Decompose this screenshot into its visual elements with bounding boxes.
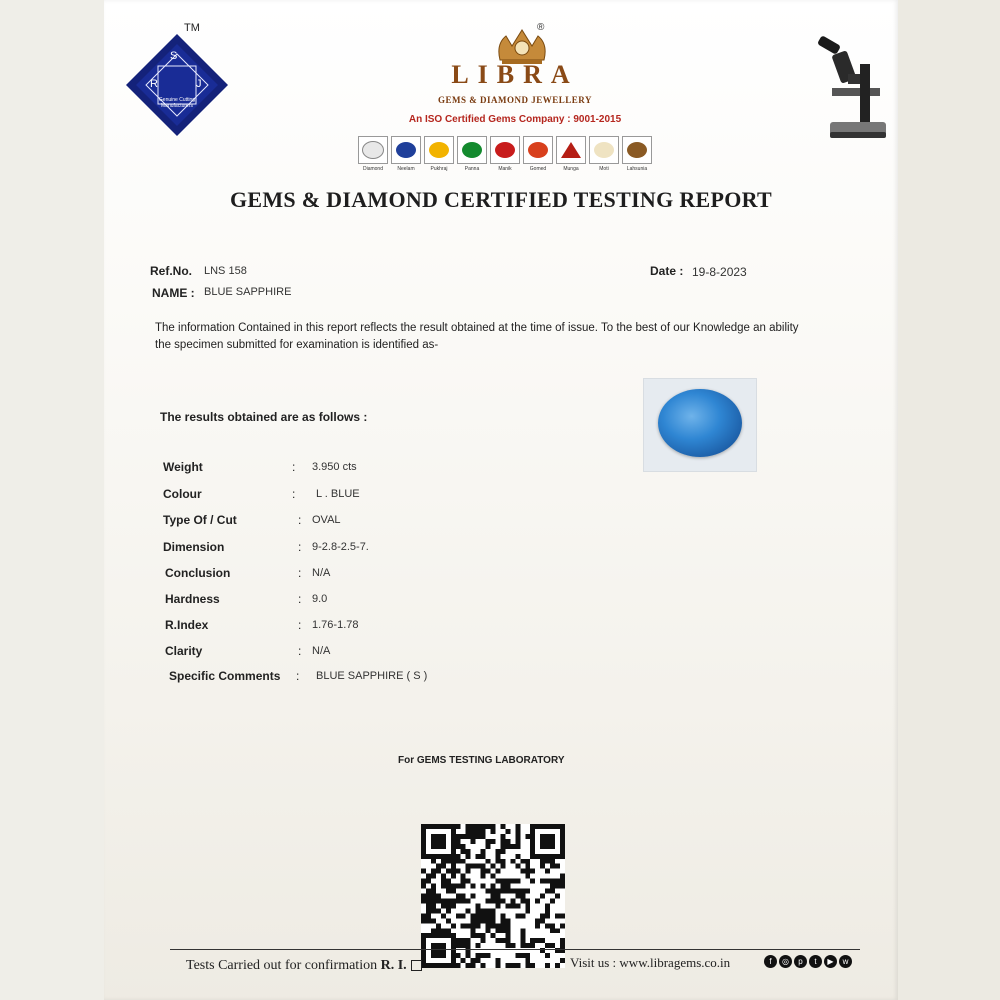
disclaimer-paragraph: The information Contained in this report reflects the result obtained at the time of issue. To the best of our Knowledge an ability the specimen submitted for examination is identified as-: [155, 322, 799, 351]
gem-box: [391, 136, 421, 164]
gem-item: [457, 136, 487, 176]
gemstone-photo: [643, 378, 757, 472]
result-label: Colour: [163, 487, 202, 501]
gemstone-icon: [495, 142, 515, 158]
gem-label: Diamond: [362, 166, 383, 172]
srj-letter-s: S: [170, 50, 178, 62]
result-value: 9-2.8-2.5-7.: [312, 541, 369, 553]
gemstone-icon: [627, 142, 647, 158]
result-label: Specific Comments: [169, 669, 281, 683]
gem-item: [523, 136, 553, 176]
ref-label: Ref.No.: [150, 264, 192, 278]
result-colon: :: [292, 487, 296, 501]
background-right: [898, 0, 1000, 1000]
microscope-icon: [812, 34, 892, 144]
gem-icon-row: [358, 136, 678, 176]
footer-ri-label: R. I.: [380, 958, 407, 973]
gem-box: [523, 136, 553, 164]
footer-website: Visit us : www.libragems.co.in: [570, 955, 731, 970]
srj-letter-r: R: [150, 78, 158, 90]
result-colon: :: [298, 566, 302, 580]
gem-box: [490, 136, 520, 164]
result-label: Conclusion: [165, 566, 231, 580]
result-value: N/A: [312, 645, 331, 657]
result-colon: :: [298, 513, 302, 527]
result-value: OVAL: [312, 514, 341, 526]
result-label: Dimension: [163, 540, 225, 554]
gem-item: [490, 136, 520, 176]
background-left: [0, 0, 104, 1000]
youtube-icon[interactable]: ▶: [824, 955, 837, 968]
result-label: Clarity: [165, 644, 203, 658]
gem-item: [622, 136, 652, 176]
registered-mark: ®: [537, 22, 545, 33]
gem-box: [424, 136, 454, 164]
result-colon: :: [298, 644, 302, 658]
srj-caption: Genuine Cutting Manufacturers: [158, 97, 196, 109]
date-label: Date :: [650, 264, 684, 278]
gemstone-icon: [362, 141, 384, 159]
date-value: 19-8-2023: [692, 265, 747, 279]
result-colon: :: [296, 669, 300, 683]
checkbox-icon: [411, 960, 422, 971]
social-icons: [764, 955, 852, 968]
result-value: 9.0: [312, 593, 328, 605]
gem-box: [457, 136, 487, 164]
result-value: 3.950 cts: [312, 461, 357, 473]
brand-name: LIBRA: [451, 60, 579, 89]
blue-sapphire-image: [658, 389, 742, 457]
gem-box: [358, 136, 388, 164]
gem-item: [556, 136, 586, 176]
gem-item: [391, 136, 421, 176]
gem-box: [589, 136, 619, 164]
facebook-icon[interactable]: f: [764, 955, 777, 968]
lab-signature-line: For GEMS TESTING LABORATORY: [398, 755, 565, 766]
pinterest-icon[interactable]: p: [794, 955, 807, 968]
twitter-icon[interactable]: t: [809, 955, 822, 968]
result-label: Type Of / Cut: [163, 513, 237, 527]
gem-label: Neelam: [397, 166, 415, 172]
gem-item: [358, 136, 388, 176]
result-colon: :: [292, 460, 296, 474]
gem-label: Pukhraj: [430, 166, 448, 172]
footer-divider: [170, 949, 860, 950]
trademark-mark: TM: [184, 22, 200, 34]
result-colon: :: [298, 540, 302, 554]
name-value: BLUE SAPPHIRE: [204, 286, 292, 298]
gemstone-icon: [429, 142, 449, 158]
footer-confirmation-text: Tests Carried out for confirmation: [186, 958, 378, 973]
report-title: GEMS & DIAMOND CERTIFIED TESTING REPORT: [229, 187, 773, 212]
gem-label: Moti: [599, 166, 609, 172]
result-colon: :: [298, 592, 302, 606]
whatsapp-icon[interactable]: w: [839, 955, 852, 968]
result-value: N/A: [312, 567, 331, 579]
gemstone-icon: [528, 142, 548, 158]
results-heading: The results obtained are as follows :: [160, 410, 368, 424]
result-label: R.Index: [165, 618, 209, 632]
iso-certification: An ISO Certified Gems Company : 9001-2015: [408, 114, 622, 125]
gemstone-icon: [396, 142, 416, 158]
gemstone-icon: [462, 142, 482, 158]
ref-value: LNS 158: [204, 265, 247, 277]
gem-label: Manik: [498, 166, 512, 172]
gemstone-icon: [561, 142, 581, 158]
srj-letter-j: J: [196, 78, 202, 90]
gem-box: [622, 136, 652, 164]
result-label: Weight: [163, 460, 203, 474]
gem-label: Lahsunia: [626, 166, 648, 172]
footer-confirmation: [186, 958, 422, 974]
gem-item: [589, 136, 619, 176]
gem-label: Munga: [563, 166, 579, 172]
qr-code[interactable]: [421, 824, 565, 968]
result-label: Hardness: [165, 592, 220, 606]
result-colon: :: [298, 618, 302, 632]
instagram-icon[interactable]: ◎: [779, 955, 792, 968]
result-value: L . BLUE: [316, 488, 360, 500]
gem-label: Gomed: [529, 166, 547, 172]
srj-logo: [122, 30, 232, 140]
result-value: 1.76-1.78: [312, 619, 359, 631]
gemstone-icon: [594, 142, 614, 158]
gem-label: Panna: [464, 166, 480, 172]
brand-subtitle: GEMS & DIAMOND JEWELLERY: [438, 95, 592, 105]
result-value: BLUE SAPPHIRE ( S ): [316, 670, 428, 682]
name-label: NAME :: [152, 286, 195, 300]
gem-item: [424, 136, 454, 176]
gem-box: [556, 136, 586, 164]
